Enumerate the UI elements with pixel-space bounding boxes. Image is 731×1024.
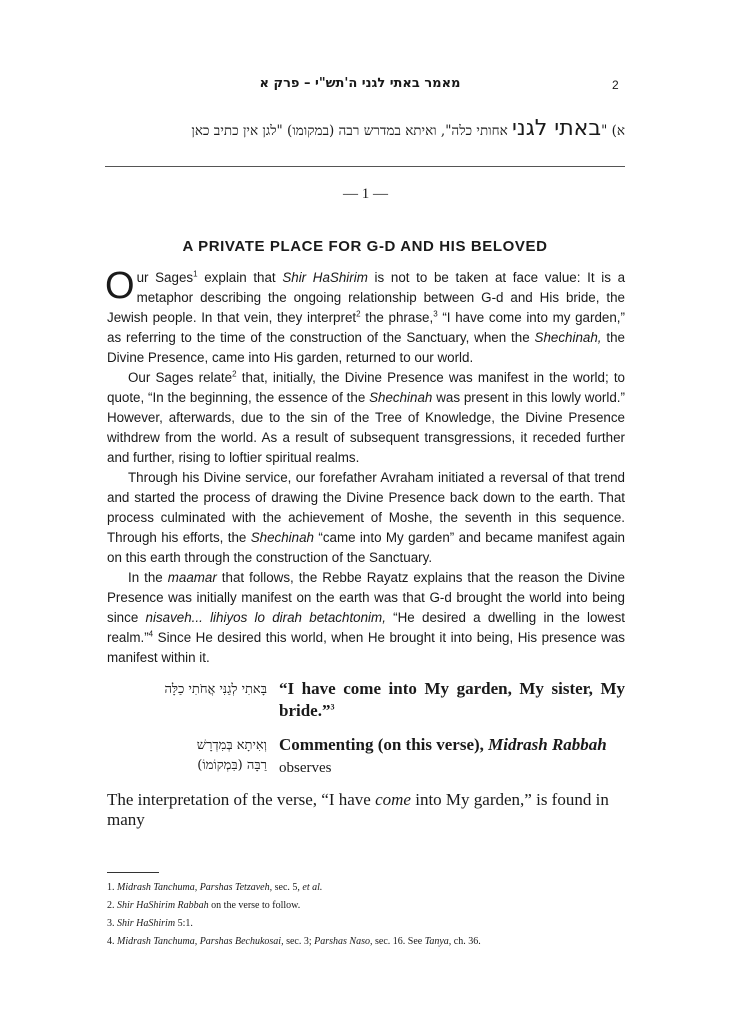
footnote-ref: 4 [148, 629, 154, 639]
hebrew-big-words: באתי לגני [512, 116, 602, 141]
verse-1-english: “I have come into My garden, My sister, My bride.”$^3$ [279, 679, 625, 720]
footnotes [107, 879, 625, 951]
hebrew-rest: אחותי כלה", ואיתא במדרש רבה (במקומו) "לגן אין כתיב כאן [191, 123, 508, 139]
footnote-divider [107, 872, 159, 873]
footnote-1: 1. Midrash Tanchuma, Parshas Tetzaveh, sec. 5, et al. [107, 882, 323, 893]
running-head: מאמר באתי לגני ה'תש"י – פרק א [259, 76, 461, 91]
paragraph-4: In the maamar that follows, the Rebbe Rayatz explains that the reason the Divine Presence was initially manifest on the earth was that G-d brought the world into being since nisaveh... lihiyos lo dirah betachtonim, “He desired a dwelling in the lowest realm.”$^4$ Since He desired this world, when He brought it into being, His presence was manifest within it. [107, 570, 625, 665]
body-text [105, 265, 626, 668]
footnote-3: 3. Shir HaShirim 5:1. [107, 918, 193, 929]
closing-line: The interpretation of the verse, “I have come into My garden,” is found in many [107, 790, 609, 829]
section-number: — 1 — [343, 186, 388, 202]
footnote-ref: 1 [193, 269, 198, 279]
paragraph-1: Our Sages$^1$ explain that Shir HaShirim is not to be taken at face value: It is a metaphor describing the ongoing relationship between G-d and His bride, the Jewish people. In that vein, they interpret$^2$ the phrase,$^3$ “I have come into my garden,” as referring to the time of the construction of the Sanctuary, when the Shechinah, the Divine Presence, came into His garden, returned to our world. [105, 265, 626, 365]
footnote-4: 4. Midrash Tanchuma, Parshas Bechukosai, sec. 3; Parshas Naso, sec. 16. See Tanya, ch. 36. [107, 936, 481, 947]
drop-cap: O [105, 265, 135, 307]
footnote-ref: 3 [330, 702, 335, 712]
footnote-2: 2. Shir HaShirim Rabbah on the verse to follow. [107, 900, 301, 911]
page-number: 2 [612, 78, 619, 92]
verse-2-hebrew: וְאִיתָא בְּמִדְרָשׁ רַבָּה (בִּמְקוֹמוֹ) [196, 738, 267, 773]
hebrew-lead: א) " [601, 123, 625, 139]
paragraph-3: Through his Divine service, our forefather Avraham initiated a reversal of that trend and started the process of drawing the Divine Presence back down to the earth. That process culminated with the achievement of Moshe, the seventh in this sequence. Through his efforts, the Shechinah “came into My garden” and became manifest again on this earth through the construction of the Sanctuary. [107, 470, 625, 565]
verse-1-hebrew: בָּאתִי לְגַנִּי אֲחֹתִי כַלָּה [164, 682, 267, 697]
section-title: A PRIVATE PLACE FOR G-D AND HIS BELOVED [182, 238, 548, 255]
hebrew-source-header [105, 116, 625, 141]
verse-1 [107, 678, 625, 724]
verse-2-english: Commenting (on this verse), Midrash Rabbah observes [279, 735, 607, 776]
footnote-ref: 3 [433, 309, 438, 319]
footnote-ref: 2 [232, 369, 237, 379]
verse-2 [107, 734, 625, 780]
paragraph-2: Our Sages relate$^2$ that, initially, the Divine Presence was manifest in the world; to quote, “In the beginning, the essence of the Shechinah was present in this lowly world.” However, afterwards, due to the sin of the Tree of Knowledge, the Divine Presence withdrew from the world. As a result of subsequent transgressions, it receded further and further, rising to loftier spiritual realms. [107, 369, 625, 465]
header-divider [105, 166, 625, 167]
footnote-ref: 2 [356, 309, 361, 319]
